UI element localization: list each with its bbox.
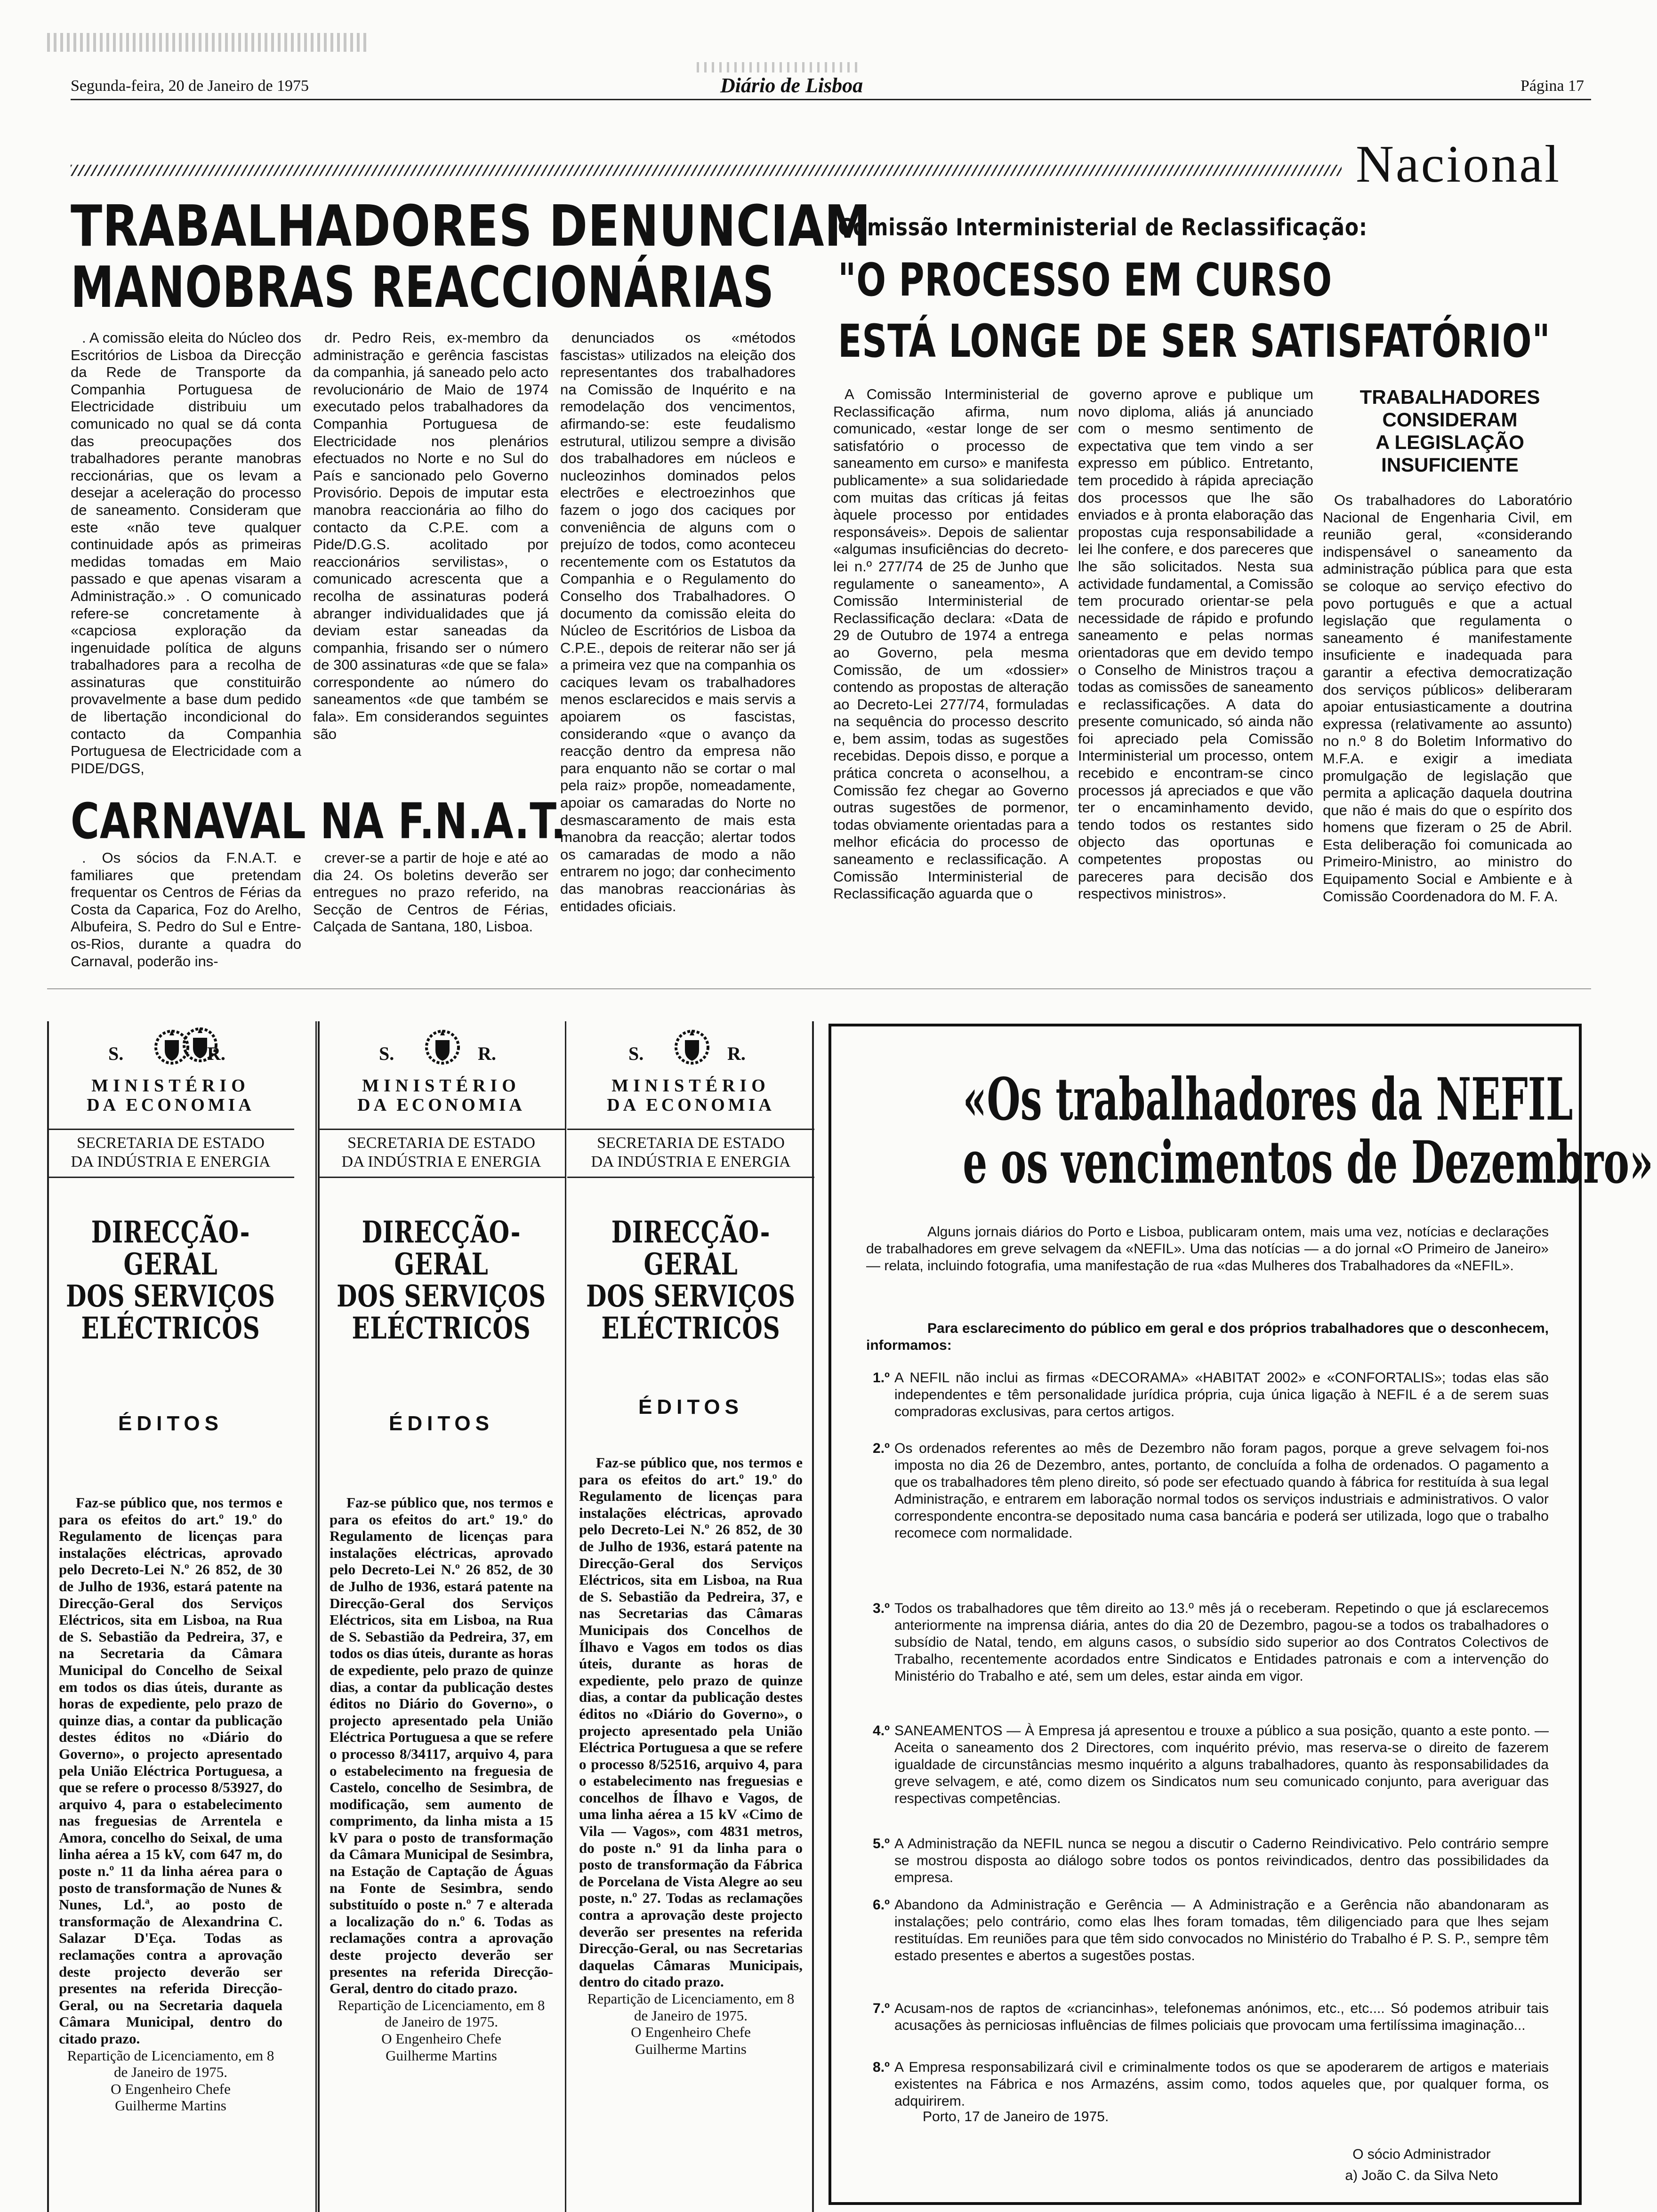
ad3-secretaria-line1: SECRETARIA DE ESTADO xyxy=(597,1134,785,1152)
nefil-title-line2: e os vencimentos de Dezembro» xyxy=(963,1129,1654,1197)
ad2-signature: Guilherme Martins xyxy=(386,2047,497,2064)
ad2-editos: ÉDITOS xyxy=(388,1412,494,1435)
ad3-direccao xyxy=(576,1217,806,1345)
ad2-direccao-line1: DIRECÇÃO-GERAL xyxy=(362,1215,521,1282)
article2-column1: . Os sócios da F.N.A.T. e familiares que pretendam frequentar os Centros de Férias da Costa da Caparica, Foz do Arelho, Albufeira, S. Pedro do Sul e Entre-os-Rios, durante a quadra do Carnaval, poderão ins- xyxy=(71,850,301,970)
article4-body: Os trabalhadores do Laboratório Nacional de Engenharia Civil, em reunião geral, «considerando indispensável o saneamento da administração pública para que esta se coloque ao serviço efectivo do povo português e que a actual legislação que regulamenta o saneamento é manifestamente insuficiente e inadequada para garantir a efectiva democratização dos serviços públicos» deliberaram apoiar entusiasticamente a doutrina expressa (relativamente ao assunto) no n.º 8 do Boletim Informativo do M.F.A. e exigir a imediata promulgação de legislação que permita a aplicação daquela doutrina que não é mais do que o espírito dos homens que fizeram o 25 de Abril. Esta deliberação foi comunicada ao Primeiro-Ministro, ao ministro do Equipamento Social e Ambiente e à Comissão Coordenadora do M. F. A. xyxy=(1323,492,1572,905)
nefil-item-text: A Administração da NEFIL nunca se negou a discutir o Caderno Reindivicativo. Pelo contrário sempre se mostrou disposta ao diálogo sobre todos os pontos reivindicados, dentro das possibilidades da empresa. xyxy=(894,1836,1549,1885)
scan-smudge xyxy=(697,62,861,72)
nefil-item-number: 1.º xyxy=(873,1370,890,1386)
coat-of-arms-icon xyxy=(671,1026,713,1068)
article2-headline: CARNAVAL NA F.N.A.T. xyxy=(71,793,566,850)
masthead-date: Segunda-feira, 20 de Janeiro de 1975 xyxy=(71,77,309,95)
ad3-engenheiro: O Engenheiro Chefe xyxy=(631,2024,751,2041)
ad2-engenheiro: O Engenheiro Chefe xyxy=(381,2030,501,2047)
ad1-rule-top xyxy=(47,1129,294,1130)
article4-headline xyxy=(1327,386,1572,476)
ad1-signature: Guilherme Martins xyxy=(115,2097,226,2114)
page-divider xyxy=(47,988,1591,989)
ad3-sr-s: S. xyxy=(628,1043,644,1064)
ad3-body xyxy=(579,1454,803,2188)
article3-column2: governo aprove e publique um novo diploma, aliás já anunciado com o mesmo sentimento de expectativa que tem vindo a ser expresso em público. Entretanto, tem procedido à rápida apreciação dos processos que lhe são enviados e à pronta elaboração das propostas cuja responsabilidade a lei lhe confere, e dos pareceres que lhe são solicitados. Nesta sua actividade fundamental, a Comissão tem procurado orientar-se pela necessidade de rápido e profundo saneamento e pelas normas orientadoras que em devido tempo o Conselho de Ministros traçou a todas as comissões de saneamento e reclassificações. A data do presente comunicado, só ainda não foi apreciado pela Comissão Interministerial um processo, ontem recebido e encontram-se cinco processos já apreciados e que vão ter o encaminhamento devido, tendo todos os restantes sido objecto das oportunas e competentes propostas ou pareceres para decisão dos respectivos ministros». xyxy=(1078,386,1313,902)
masthead-page: Página 17 xyxy=(1520,77,1585,95)
nefil-item-text: Acusam-nos de raptos de «criancinhas», telefonemas anónimos, etc., etc.... Só podemos atribuir tais acusações às perniciosas influências de filmes policiais que provocam uma fertilíssima imaginação... xyxy=(894,2001,1549,2033)
ad3-ministerio-line2: DA ECONOMIA xyxy=(607,1095,775,1115)
section-title: Nacional xyxy=(1356,135,1561,193)
ad2-rule-top xyxy=(318,1129,565,1130)
ad1-ministerio-line2: DA ECONOMIA xyxy=(87,1095,255,1115)
ad3-body-text: Faz-se público que, nos termos e para os efeitos do art.º 19.º do Regulamento de licenças para instalações eléctricas, aprovado pelo Decreto-Lei N.º 26 852, de 30 de Julho de 1936, estará patente na Direcção-Geral dos Serviços Eléctricos, sita em Lisboa, na Rua de S. Sebastião da Pedreira, 37, e nas Secretarias das Câmaras Municipais dos Concelhos de Ílhavo e Vagos em todos os dias úteis, durante as horas de expediente, pelo prazo de quinze dias, a contar da publicação destes éditos no «Diário do Governo», o projecto apresentado pela União Eléctrica Portuguesa a que se refere o processo 8/52516, arquivo 4, para o estabelecimento nas freguesias e concelhos de Ílhavo e Vagos, de uma linha aérea a 15 kV «Cimo de Vila — Vagos», com 4831 metros, do poste n.º 91 da linha para o posto de transformação da Fábrica de Porcelana de Vista Alegre ao seu poste, n.º 27. Todas as reclamações contra a aprovação deste projecto deverão ser presentes na referida Direcção-Geral, ou nas Secretarias daquelas Câmaras Municipais, dentro do citado prazo. xyxy=(579,1454,803,1990)
article1-column1: . A comissão eleita do Núcleo dos Escritórios de Lisboa da Direcção da Rede de Transporte da Companhia Portuguesa de Electricidade distribuiu um comunicado no qual se dá conta das preocupações dos trabalhadores perante manobras reccionárias, que os levam a desejar a aceleração do processo de saneamento. Consideram que este «não teve qualquer continuidade após as primeiras medidas tomadas em Maio passado e que apenas visaram a Administração.» . O comunicado refere-se concretamente à «capciosa exploração da ingenuidade política de alguns trabalhadores para a recolha de assinaturas que constituirão provavelmente a base dum pedido de libertação incondicional do contacto da Companhia Portuguesa de Electricidade com a PIDE/DGS, xyxy=(71,329,301,777)
coat-of-arms-icon xyxy=(151,1026,193,1068)
nefil-item-number: 8.º xyxy=(873,2060,890,2075)
ad3-right-rule xyxy=(812,1021,814,2212)
ad3-direccao-line1: DIRECÇÃO-GERAL xyxy=(611,1215,771,1282)
nefil-item-number: 4.º xyxy=(873,1723,890,1739)
ad2-sr-r: R. xyxy=(478,1043,496,1064)
article4-headline-line2: CONSIDERAM xyxy=(1382,409,1518,431)
nefil-item-text: Todos os trabalhadores que têm direito ao 13.º mês já o receberam. Repetindo o que já esclarecemos anteriormente na imprensa diária, antes do dia 20 de Dezembro, pagou-se a todos os trabalhadores o subsídio de Natal, tendo, em alguns casos, o subsídio sido superior ao dos Contratos Colectivos de Trabalho, recentemente acordados entre Sindicatos e Entidades patronais e com a intervenção do Ministério do Trabalho e até, sem um deles, estar ainda em vigor. xyxy=(894,1601,1549,1684)
ad2-body-text: Faz-se público que, nos termos e para os efeitos do art.º 19.º do Regulamento de licenças para instalações eléctricas, aprovado pelo Decreto-Lei N.º 26 852, de 30 de Julho de 1936, estará patente na Direcção-Geral dos Serviços Eléctricos, sita em Lisboa, na Rua de S. Sebastião da Pedreira, 37, em todos os dias úteis, durante as horas de expediente, pelo prazo de quinze dias, a contar da publicação destes éditos no Diário do Governo», o projecto apresentado pela União Eléctrica Portuguesa a que se refere o processo 8/34117, arquivo 4, para o estabelecimento na freguesia de Castelo, concelho de Sesimbra, de modificação, sem aumento de comprimento, da linha mista a 15 kV para o posto de transformação da Câmara Municipal de Sesimbra, na Estação de Captação de Águas na Fonte de Sesimbra, sendo substituído o poste n.º 7 e alterada a localização do n.º 6. Todas as reclamações contra a aprovação deste projecto deverão ser presentes na referida Direcção-Geral, dentro do citado prazo. xyxy=(330,1494,553,1997)
ad1-secretaria-line2: DA INDÚSTRIA E ENERGIA xyxy=(71,1153,271,1170)
ad1-editos: ÉDITOS xyxy=(118,1412,223,1435)
masthead-title: Diário de Lisboa xyxy=(720,74,863,97)
nefil-item-text: SANEAMENTOS — À Empresa já apresentou e trouxe a público a sua posição, quanto a este ponto. — Aceita o saneamento dos 2 Directores, com inquérito prévio, mas reserva-se o direito de fazerem igualdade de circunstâncias mesmo inquérito a alguns trabalhadores, quanto às responsabilidades da greve selvagem, e até, como dizem os Sindicatos num seu comunicado conjunto, para averiguar das respectivas competências. xyxy=(894,1723,1549,1806)
nefil-item-text: A Empresa responsabilizará civil e criminalmente todos os que se apoderarem de artigos e materiais existentes na Fábrica e nos Armazéns, assim como, todos aqueles que, por qualquer forma, os adquirirem. xyxy=(894,2060,1549,2109)
article4-headline-line4: INSUFICIENTE xyxy=(1381,454,1519,476)
nefil-item-number: 3.º xyxy=(873,1601,890,1616)
ad2-rule-bottom xyxy=(318,1177,565,1178)
article1-column3: denunciados os «métodos fascistas» utilizados na eleição dos representantes dos trabalhadores na Comissão de Inquérito e na remodelação dos vencimentos, afirmando-se: este feudalismo estrutural, utilizou sempre a divisão dos trabalhadores em núcleos e nucleozinhos dominados pelos electrões e electroezinhos que fazem o jogo dos caciques por conveniência de alguns com o prejuízo de todos, como aconteceu recentemente com os Estatutos da Companhia e o Regulamento do Conselho dos Trabalhadores. O documento da comissão eleita do Núcleo de Escritórios de Lisboa da C.P.E., depois de reiterar não ser já a primeira vez que na companhia os caciques levam os trabalhadores menos esclarecidos e mais servis a apoiarem os fascistas, considerando «que o avanço da reacção dentro da empresa não para enquanto não se cortar o mal pela raiz» propõe, nomeadamente, apoiar os camaradas do Norte no desmascaramento de mais esta manobra da reacção; alertar todos os camaradas de modo a não entrarem no jogo; dar conhecimento das manobras reaccionárias às entidades oficiais. xyxy=(560,329,796,914)
nefil-item-text: Abandono da Administração e Gerência — A Administração e a Gerência não abandonaram as instalações; pelo contrário, como elas lhes foram tomadas, têm diligenciado para que lhes sejam restituídas. Em reuniões para que têm sido convocados no Ministério do Trabalho é P. S. P., sempre têm estado presentes e abertos a sugestões postas. xyxy=(894,1897,1549,1964)
ad1-body-text: Faz-se público que, nos termos e para os efeitos do art.º 19.º do Regulamento de licenças para instalações eléctricas, aprovado pelo Decreto-Lei N.º 26 852, de 30 de Julho de 1936, estará patente na Direcção-Geral dos Serviços Eléctricos, sita em Lisboa, na Rua de S. Sebastião da Pedreira, 37, e na Secretaria da Câmara Municipal do Concelho de Seixal em todos os dias úteis, durante as horas de expediente, pelo prazo de quinze dias, a contar da publicação destes éditos no «Diário do Governo», o projecto apresentado pela União Eléctrica Portuguesa, a que se refere o processo 8/53927, do arquivo 4, para o estabelecimento nas freguesias de Arrentela e Amora, concelho do Seixal, de uma linha aérea a 15 kV, com 647 m, do poste n.º 11 da linha aérea para o posto de transformação de Nunes & Nunes, Ld.ª, ao posto de transformação de Alexandrina C. Salazar D'Eça. Todas as reclamações contra a aprovação deste projecto deverão ser presentes na referida Direcção-Geral, ou na Secretaria daquela Câmara Municipal, dentro do citado prazo. xyxy=(59,1494,282,2047)
ad1-right-rule xyxy=(315,1021,317,2212)
nefil-lead: Para esclarecimento do público em geral e dos próprios trabalhadores que o desconhecem, informamos: xyxy=(866,1321,1549,1353)
ad3-direccao-line2: DOS SERVIÇOS xyxy=(586,1279,796,1314)
article3-column1: A Comissão Interministerial de Reclassificação afirma, num comunicado, «estar longe de ser satisfatório o processo de saneamento em curso» e manifesta publicamente» a sua solidariedade com muitas das críticas já feitas àquele processo por entidades responsáveis». Depois de salientar «algumas insuficiências do decreto-lei n.º 277/74 de 25 de Junho que regulamente o saneamento», A Comissão Interministerial de Reclassificação declara: «Data de 29 de Outubro de 1974 a entrega ao Governo, pela mesma Comissão, de um «dossier» contendo as propostas de alteração ao Decreto-Lei 277/74, formuladas na sequência do processo descrito e, bem assim, todas as sugestões recebidas. Depois disso, e porque a prática concreta o aconselhou, a Comissão fez chegar ao Governo outras sugestões de pormenor, todas obviamente orientadas para a melhor eficácia do processo de saneamento e reclassificação. A Comissão Interministerial de Reclassificação aguarda que o xyxy=(833,386,1069,902)
masthead-rule xyxy=(71,99,1591,100)
nefil-title-line1: «Os trabalhadores da NEFIL xyxy=(963,1066,1573,1134)
section-hatch xyxy=(71,165,1342,176)
ad1-sr-r: R. xyxy=(207,1043,225,1064)
nefil-item-text: A NEFIL não inclui as firmas «DECORAMA» «HABITAT 2002» e «CONFORTALIS»; todas elas são independentes e têm personalidade jurídica própria, cuja única ligação à NEFIL é a de serem suas compradoras exclusivas, para certos artigos. xyxy=(894,1370,1549,1419)
ad1-sr-s: S. xyxy=(108,1043,124,1064)
article4-headline-line3: A LEGISLAÇÃO xyxy=(1375,431,1524,453)
article1-column2: dr. Pedro Reis, ex-membro da administração e gerência fascistas da companhia, já saneado pelo acto revolucionário de Maio de 1974 executado pelos trabalhadores da Companhia Portuguesa de Electricidade nos plenários efectuados no Norte e no Sul do País e sancionado pelo Governo Provisório. Depois de imputar esta manobra reaccionária ao filho do contacto da C.P.E. com a Pide/D.G.S. acolitado por reaccionários servilistas», o comunicado acrescenta que a recolha de assinaturas poderá abranger individualidades que já deviam estar saneadas da companhia, frisando ser o número de 300 assinaturas «de que se fala» correspondente ao número do saneamentos «de que também se fala». Em considerandos seguintes são xyxy=(313,329,548,742)
nefil-item-number: 7.º xyxy=(873,2001,890,2016)
article4-headline-line1: TRABALHADORES xyxy=(1359,386,1540,408)
ad1-engenheiro: O Engenheiro Chefe xyxy=(111,2080,231,2097)
ad2-direccao-line3: ELÉCTRICOS xyxy=(352,1311,531,1346)
ad1-body xyxy=(59,1494,282,2186)
ad1-reparticao: Repartição de Licenciamento, em 8 de Janeiro de 1975. xyxy=(67,2047,274,2081)
ad3-rule-top xyxy=(567,1129,814,1130)
ad1-direccao-line2: DOS SERVIÇOS xyxy=(66,1279,275,1314)
coat-of-arms-icon xyxy=(421,1026,464,1068)
scan-smudge xyxy=(47,33,367,52)
ad1-left-rule xyxy=(47,1021,49,2212)
article3-headline-line1: "O PROCESSO EM CURSO xyxy=(838,254,1332,306)
article3-headline-line2: ESTÁ LONGE DE SER SATISFATÓRIO" xyxy=(838,315,1551,368)
ad3-signature: Guilherme Martins xyxy=(635,2040,747,2057)
ad1-direccao xyxy=(56,1217,286,1345)
ad2-ministerio-line1: MINISTÉRIO xyxy=(362,1076,521,1096)
article1-headline-line2: MANOBRAS REACCIONÁRIAS xyxy=(71,255,774,321)
nefil-place-date: Porto, 17 de Janeiro de 1975. xyxy=(923,2109,1109,2124)
ad2-direccao-line2: DOS SERVIÇOS xyxy=(337,1279,546,1314)
ad2-secretaria-line1: SECRETARIA DE ESTADO xyxy=(347,1134,535,1152)
ad2-body xyxy=(330,1494,553,2186)
ad1-direccao-line1: DIRECÇÃO-GERAL xyxy=(91,1215,250,1282)
ad3-secretaria-line2: DA INDÚSTRIA E ENERGIA xyxy=(591,1153,791,1170)
ad1-secretaria-line1: SECRETARIA DE ESTADO xyxy=(77,1134,265,1152)
nefil-item-number: 5.º xyxy=(873,1836,890,1851)
ad2-secretaria-line2: DA INDÚSTRIA E ENERGIA xyxy=(341,1153,541,1170)
ad2-reparticao: Repartição de Licenciamento, em 8 de Janeiro de 1975. xyxy=(338,1996,545,2030)
ad1-ministerio-line1: MINISTÉRIO xyxy=(91,1076,250,1096)
nefil-signer-line1: O sócio Administrador xyxy=(1352,2147,1491,2162)
ad2-left-rule xyxy=(318,1021,320,2212)
article1-headline-line1: TRABALHADORES DENUNCIAM xyxy=(71,194,871,259)
nefil-item-number: 6.º xyxy=(873,1897,890,1913)
ad2-ministerio-line2: DA ECONOMIA xyxy=(357,1095,525,1115)
ad3-ministerio-line1: MINISTÉRIO xyxy=(611,1076,770,1096)
article2-column2: crever-se a partir de hoje e até ao dia 24. Os boletins deverão ser entregues no prazo referido, na Secção de Centros de Férias, Calçada de Santana, 180, Lisboa. xyxy=(313,850,548,935)
nefil-item-text: Os ordenados referentes ao mês de Dezembro não foram pagos, porque a greve selvagem foi-nos imposta no dia 26 de Dezembro, antes, portanto, de concluída a folha de ordenados. O pagamento a que os trabalhadores têm pleno direito, só pode ser efectuado quando à fábrica for restituída à sua legal Administração, e entrarem em laboração normal todos os serviços industriais e administrativos. O valor correspondente encontra-se depositado numa casa bancária e poderá ser utilizada, logo que o trabalho recomece com normalidade. xyxy=(894,1441,1549,1541)
nefil-title xyxy=(838,1066,1654,1197)
ad2-sr-s: S. xyxy=(379,1043,394,1064)
ad3-sr-r: R. xyxy=(727,1043,746,1064)
nefil-item-number: 2.º xyxy=(873,1441,890,1456)
ad2-right-rule xyxy=(565,1021,566,2212)
ad3-direccao-line3: ELÉCTRICOS xyxy=(601,1311,780,1346)
ad3-reparticao: Repartição de Licenciamento, em 8 de Janeiro de 1975. xyxy=(587,1990,795,2024)
ad2-direccao xyxy=(327,1217,556,1345)
ad1-direccao-line3: ELÉCTRICOS xyxy=(81,1311,260,1346)
article3-kicker: Comissão Interministerial de Reclassificação: xyxy=(838,214,1367,241)
nefil-intro: Alguns jornais diários do Porto e Lisboa, publicaram ontem, mais uma vez, notícias e declarações de trabalhadores em greve selvagem da «NEFIL». Uma das notícias — a do jornal «O Primeiro de Janeiro» — relata, incluindo fotografia, uma manifestação de rua «das Mulheres dos Trabalhadores da «NEFIL». xyxy=(866,1224,1549,1274)
ad1-rule-bottom xyxy=(47,1177,294,1178)
ad3-rule-bottom xyxy=(567,1177,814,1178)
ad3-editos: ÉDITOS xyxy=(638,1395,743,1419)
nefil-signer-line2: a) João C. da Silva Neto xyxy=(1345,2168,1498,2183)
